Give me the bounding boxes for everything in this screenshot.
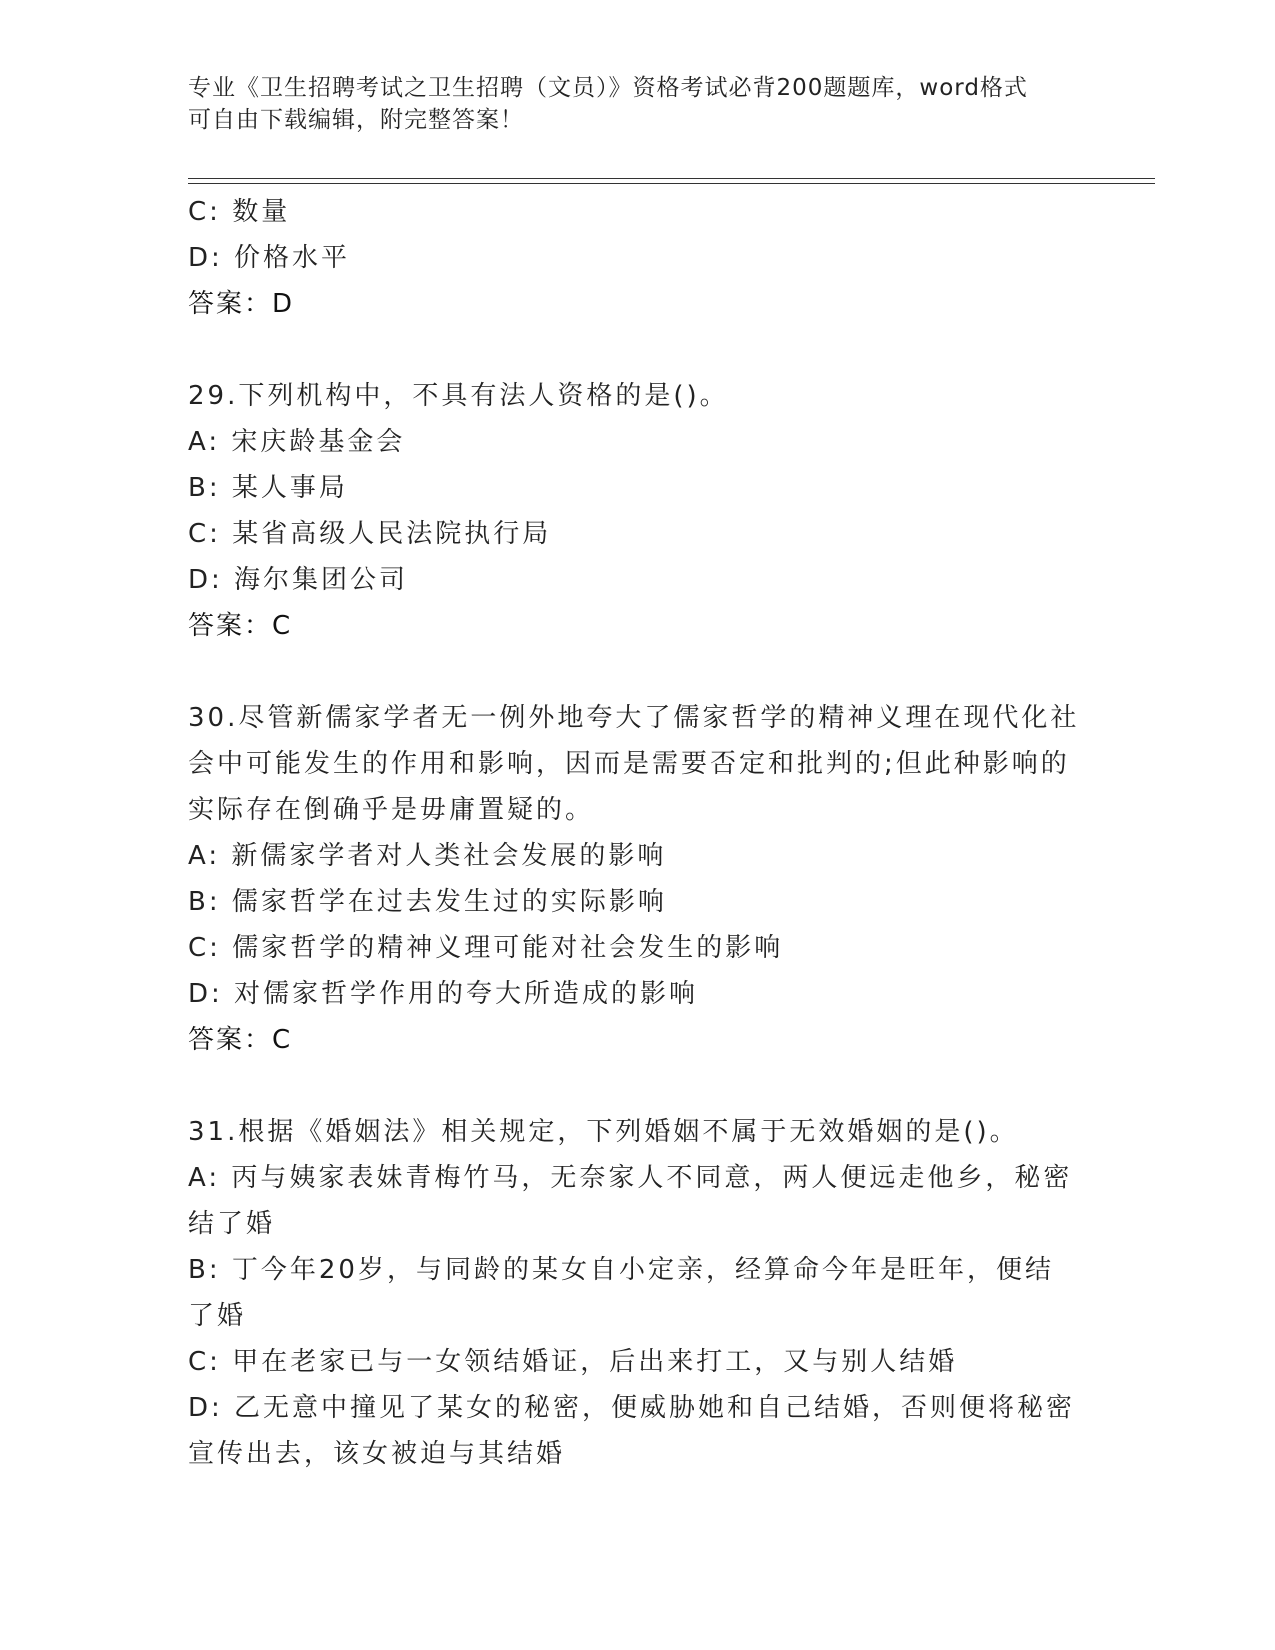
option-letter: D: bbox=[188, 979, 223, 1009]
option-text: 数量 bbox=[232, 197, 291, 227]
question-31 bbox=[188, 1109, 1088, 1477]
option-text: 乙无意中撞见了某女的秘密，便威胁她和自己结婚，否则便将秘密 bbox=[234, 1393, 1076, 1423]
option-text: 儒家哲学的精神义理可能对社会发生的影响 bbox=[232, 933, 784, 963]
option-text: 海尔集团公司 bbox=[234, 565, 409, 595]
option-text: 新儒家学者对人类社会发展的影响 bbox=[231, 841, 667, 871]
question-stem: 29.下列机构中，不具有法人资格的是()。 bbox=[188, 381, 729, 411]
option-letter: C: bbox=[188, 519, 221, 549]
option-text: 丙与姨家表妹青梅竹马，无奈家人不同意，两人便远走他乡，秘密 bbox=[231, 1163, 1073, 1193]
option-c bbox=[188, 511, 1088, 557]
option-d bbox=[188, 557, 1088, 603]
answer-line: 答案：D bbox=[188, 289, 295, 319]
option-text: 对儒家哲学作用的夸大所造成的影响 bbox=[234, 979, 699, 1009]
option-b bbox=[188, 465, 1088, 511]
option-b bbox=[188, 1247, 1088, 1339]
option-line bbox=[188, 1247, 1088, 1293]
option-a bbox=[188, 1155, 1088, 1247]
option-a bbox=[188, 419, 1088, 465]
question-stem: 31.根据《婚姻法》相关规定，下列婚姻不属于无效婚姻的是()。 bbox=[188, 1117, 1019, 1147]
header-line-1: 专业《卫生招聘考试之卫生招聘（文员）》资格考试必背200题题库，word格式 bbox=[188, 75, 1028, 101]
option-text: 某省高级人民法院执行局 bbox=[232, 519, 552, 549]
question-content bbox=[188, 189, 1088, 1477]
option-line bbox=[188, 1385, 1088, 1431]
option-c bbox=[188, 925, 1088, 971]
option-letter: C: bbox=[188, 933, 221, 963]
option-letter: D: bbox=[188, 243, 223, 273]
question-stem-line-1: 30.尽管新儒家学者无一例外地夸大了儒家哲学的精神义理在现代化社 bbox=[188, 703, 1080, 733]
option-letter: B: bbox=[188, 1255, 221, 1285]
header-divider-top bbox=[188, 178, 1155, 179]
header-line-2: 可自由下载编辑，附完整答案！ bbox=[188, 107, 524, 133]
option-d bbox=[188, 235, 1088, 281]
option-line bbox=[188, 1339, 1088, 1385]
option-letter: B: bbox=[188, 887, 221, 917]
option-line bbox=[188, 1155, 1088, 1201]
option-letter: A: bbox=[188, 841, 221, 871]
answer-line: 答案：C bbox=[188, 611, 293, 641]
option-a bbox=[188, 833, 1088, 879]
option-letter: C: bbox=[188, 1347, 221, 1377]
question-stem-line-3: 实际存在倒确乎是毋庸置疑的。 bbox=[188, 795, 595, 825]
option-letter: D: bbox=[188, 1393, 223, 1423]
option-text-continued: 宣传出去，该女被迫与其结婚 bbox=[188, 1439, 566, 1469]
option-letter: D: bbox=[188, 565, 223, 595]
option-letter: B: bbox=[188, 473, 221, 503]
option-text-continued: 结了婚 bbox=[188, 1209, 276, 1239]
option-b bbox=[188, 879, 1088, 925]
option-c bbox=[188, 1339, 1088, 1385]
question-stem-line-2: 会中可能发生的作用和影响，因而是需要否定和批判的;但此种影响的 bbox=[188, 749, 1070, 779]
option-d bbox=[188, 1385, 1088, 1477]
option-text: 丁今年20岁，与同龄的某女自小定亲，经算命今年是旺年，便结 bbox=[231, 1255, 1054, 1285]
option-text: 价格水平 bbox=[234, 243, 351, 273]
option-text: 某人事局 bbox=[231, 473, 348, 503]
answer-line: 答案：C bbox=[188, 1025, 293, 1055]
option-letter: A: bbox=[188, 427, 221, 457]
option-text-continued: 了婚 bbox=[188, 1301, 247, 1331]
question-30 bbox=[188, 695, 1088, 1063]
option-text: 甲在老家已与一女领结婚证，后出来打工，又与别人结婚 bbox=[232, 1347, 958, 1377]
option-d bbox=[188, 971, 1088, 1017]
option-text: 宋庆龄基金会 bbox=[231, 427, 406, 457]
option-letter: A: bbox=[188, 1163, 221, 1193]
document-header bbox=[188, 72, 1068, 136]
prev-question-block bbox=[188, 189, 1088, 327]
option-c bbox=[188, 189, 1088, 235]
header-divider-bottom bbox=[188, 183, 1155, 184]
question-29 bbox=[188, 373, 1088, 649]
option-text: 儒家哲学在过去发生过的实际影响 bbox=[231, 887, 667, 917]
option-letter: C: bbox=[188, 197, 221, 227]
